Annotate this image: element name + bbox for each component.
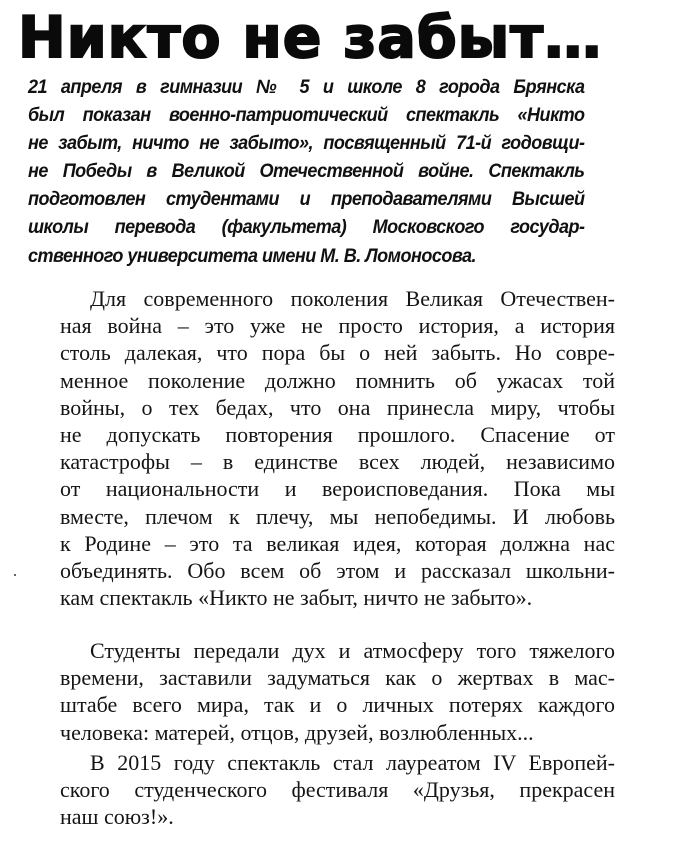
- body-line: Студенты передали дух и атмосферу того тяжелого: [90, 638, 615, 663]
- body-line: войны, о тех бедах, что она принесла миру, чтобы: [60, 394, 615, 420]
- body-line: наш союз!».: [60, 804, 174, 830]
- body-line: ского студенческого фестиваля «Друзья, прекрасен: [60, 777, 615, 803]
- body-line: объединять. Обо всем об этом и рассказал школьни-: [60, 558, 615, 584]
- lead-line: подготовлен студентами и преподавателями Высшей: [28, 189, 585, 211]
- lead-line: не забыт, ничто не забыто», посвященный 71-й годовщи-: [28, 133, 585, 155]
- body-line: времени, заставили задуматься как о жертвах в мас-: [60, 665, 615, 691]
- lead-line: не Победы в Великой Отечественной войне. Спектакль: [28, 161, 585, 183]
- lead-line: был показан военно-патриотический спектакль «Никто: [28, 105, 585, 127]
- article-lead: [28, 74, 584, 271]
- body-line: вместе, плечом к плечу, мы непобедимы. И любовь: [60, 503, 615, 529]
- lead-line: ственного университета имени М. В. Ломоносова.: [28, 245, 476, 267]
- body-line: ная война – это уже не просто история, а история: [60, 313, 615, 339]
- body-line: не допускать повторения прошлого. Спасение от: [60, 422, 615, 448]
- lead-line: 21 апреля в гимназии № 5 и школе 8 города Брянска: [28, 77, 585, 98]
- body-line: от национальности и вероисповедания. Пока мы: [60, 476, 615, 502]
- body-line: столь далекая, что пора бы о ней забыть. Но совре-: [60, 340, 615, 366]
- lead-line: школы перевода (факультета) Московского государ-: [28, 217, 585, 239]
- paragraph-1: [60, 285, 615, 611]
- paragraph-2: [60, 637, 615, 746]
- body-line: катастрофы – в единстве всех людей, независимо: [60, 449, 615, 475]
- body-line: Для современного поколения Великая Отечествен-: [90, 286, 615, 311]
- body-line: В 2015 году спектакль стал лауреатом IV Европей-: [90, 750, 615, 775]
- body-line: штабе всего мира, так и о личных потерях каждого: [60, 692, 615, 718]
- body-line: кам спектакль «Никто не забыт, ничто не забыто».: [60, 585, 533, 611]
- article-headline: Никто не забыт…: [18, 5, 603, 71]
- body-line: к Родине – это та великая идея, которая должна нас: [60, 530, 615, 556]
- body-line: человека: матерей, отцов, друзей, возлюбленных...: [60, 719, 534, 745]
- paragraph-3: [60, 749, 615, 831]
- body-line: менное поколение должно помнить об ужасах той: [60, 367, 615, 393]
- print-speck: [14, 574, 16, 576]
